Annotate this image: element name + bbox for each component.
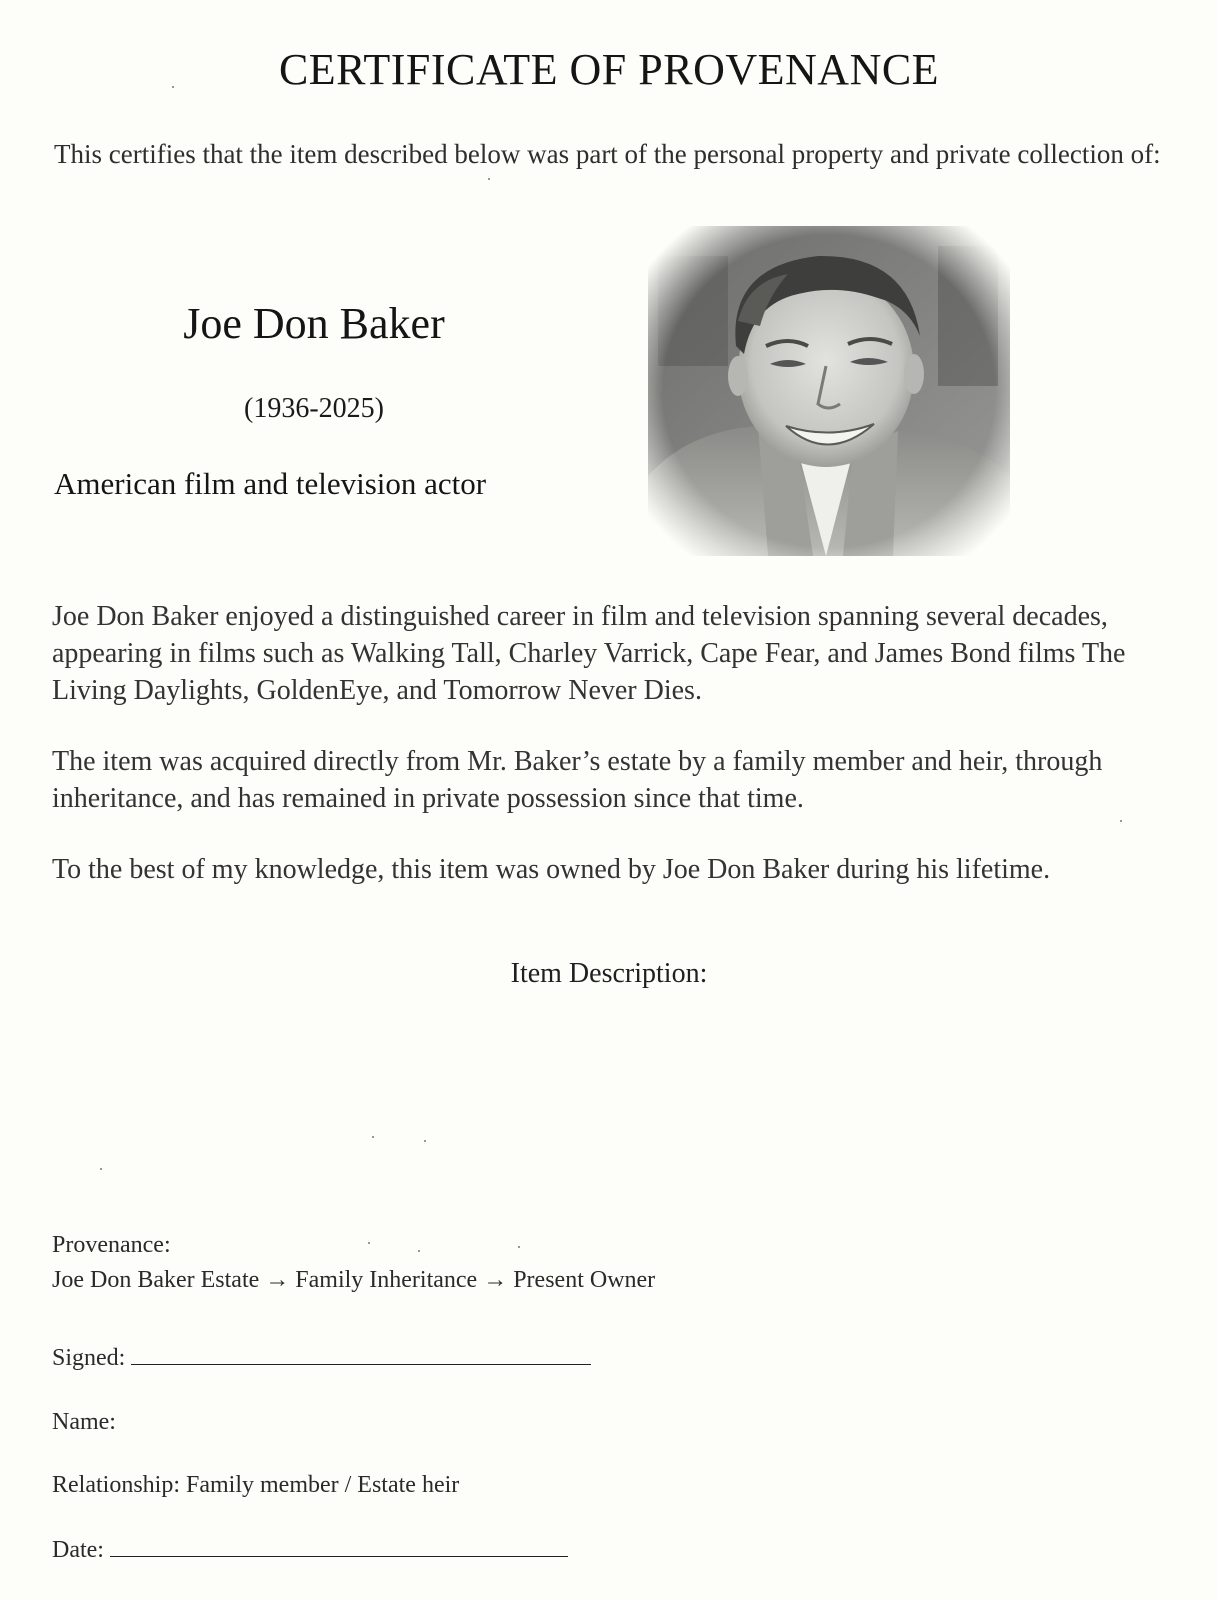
date-field xyxy=(52,1537,568,1564)
signature-line[interactable] xyxy=(131,1363,591,1365)
intro-statement: This certifies that the item described below was part of the personal property and private collection of: xyxy=(54,139,1161,169)
subject-years: (1936-2025) xyxy=(244,393,384,424)
scan-speck xyxy=(1120,820,1122,822)
scan-speck xyxy=(368,1242,370,1244)
subject-name: Joe Don Baker xyxy=(183,299,445,348)
certificate-title: CERTIFICATE OF PROVENANCE xyxy=(278,45,940,94)
subject-occupation: American film and television actor xyxy=(54,466,487,501)
signed-label: Signed: xyxy=(52,1345,126,1371)
provenance-label: Provenance: xyxy=(52,1232,171,1258)
name-field xyxy=(52,1409,116,1436)
relationship-value: Family member / Estate heir xyxy=(186,1472,460,1498)
scan-speck xyxy=(488,178,490,180)
relationship-field xyxy=(52,1472,459,1499)
scan-speck xyxy=(424,1140,426,1142)
date-line[interactable] xyxy=(110,1555,568,1557)
date-label: Date: xyxy=(52,1537,104,1563)
provenance-chain: Joe Don Baker Estate → Family Inheritance → Present Owner xyxy=(52,1267,656,1293)
relationship-label: Relationship: xyxy=(52,1472,180,1498)
scan-speck xyxy=(518,1246,520,1248)
item-description-label: Item Description: xyxy=(510,958,708,989)
career-paragraph: Joe Don Baker enjoyed a distinguished career in film and television spanning several decades, appearing in films such as Walking Tall, Charley Varrick, Cape Fear, and James Bond films The Living Daylights, GoldenEye, and Tomorrow Never Dies. xyxy=(52,601,1126,706)
ownership-paragraph: To the best of my knowledge, this item was owned by Joe Don Baker during his lifetime. xyxy=(52,854,1051,885)
acquisition-paragraph: The item was acquired directly from Mr. Baker’s estate by a family member and heir, through inheritance, and has remained in private possession since that time. xyxy=(52,746,1103,814)
scan-speck xyxy=(100,1168,102,1170)
scan-speck xyxy=(372,1136,374,1138)
signed-field xyxy=(52,1345,591,1372)
scan-speck xyxy=(172,86,174,88)
portrait-photo xyxy=(648,226,1010,556)
scan-speck xyxy=(418,1250,420,1252)
name-label: Name: xyxy=(52,1409,116,1435)
